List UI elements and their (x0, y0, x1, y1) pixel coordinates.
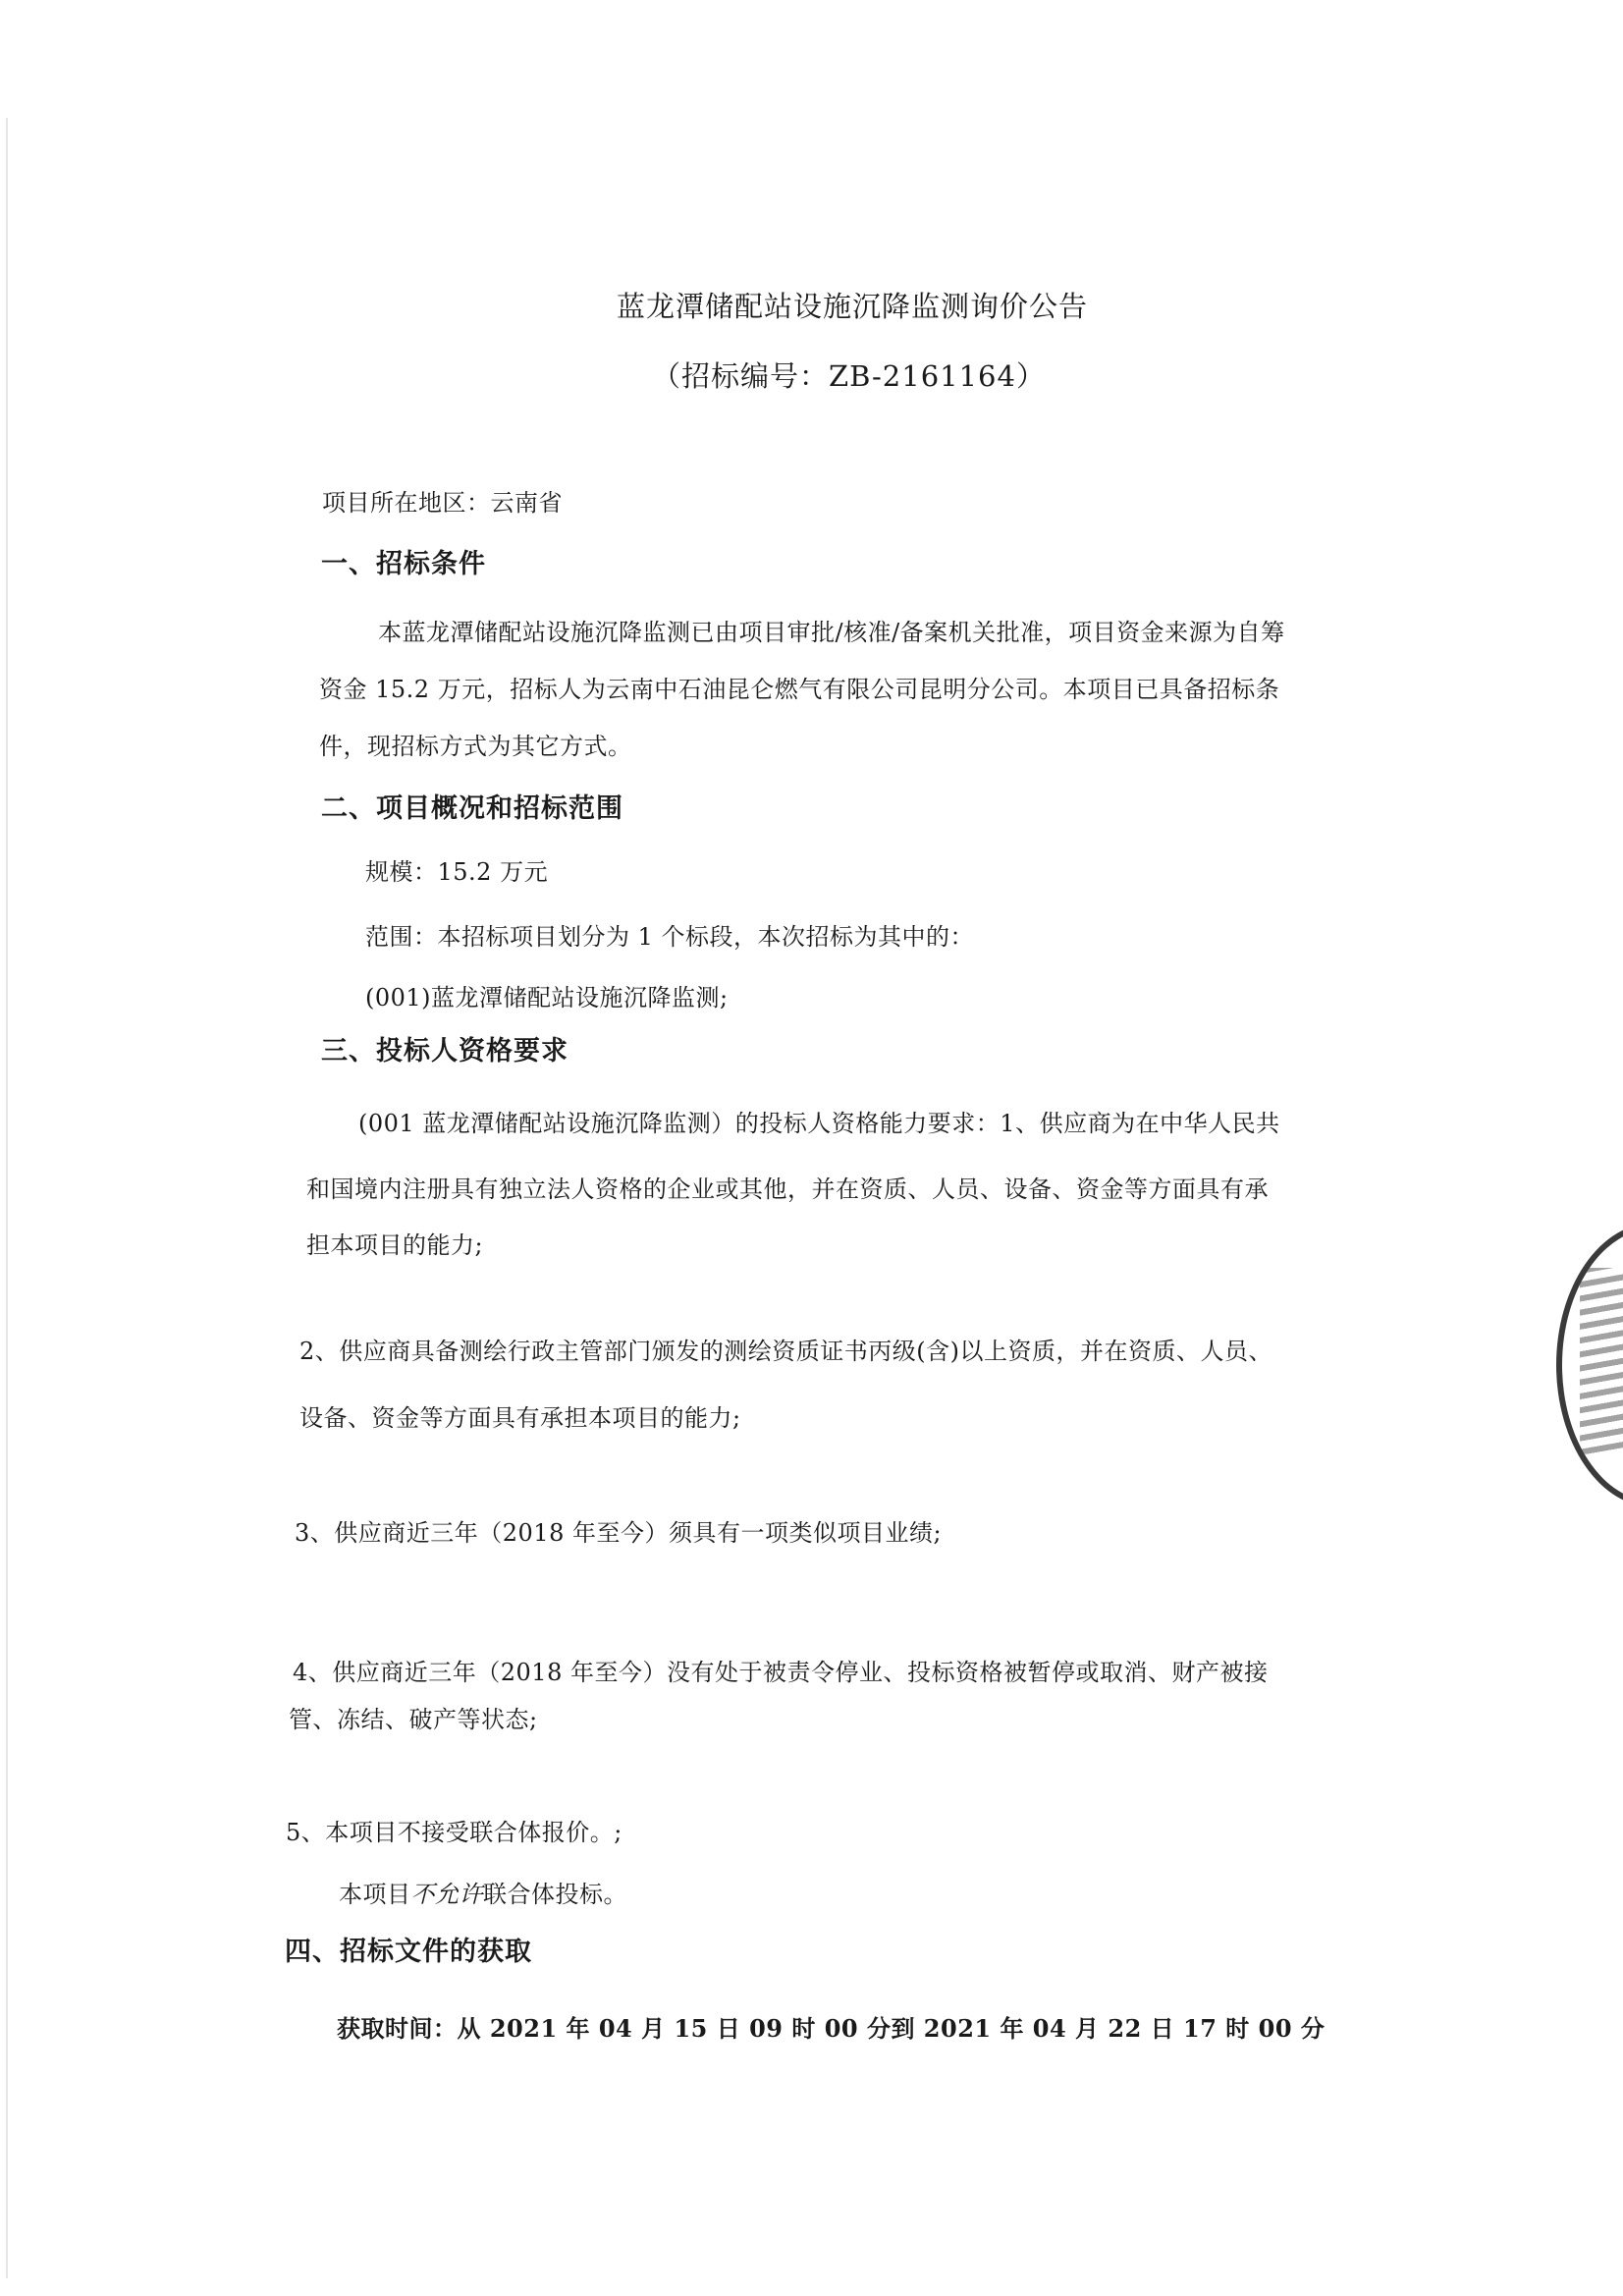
section-1-line-2: 资金 15.2 万元，招标人为云南中石油昆仑燃气有限公司昆明分公司。本项目已具备招标条 (319, 676, 1280, 703)
section-2-scale: 规模：15.2 万元 (365, 858, 549, 886)
section-2-lot: (001)蓝龙潭储配站设施沉降监测; (365, 984, 729, 1011)
not-allowed-text: 不允许 (410, 1881, 483, 1908)
requirement-2-line-1: 2、供应商具备测绘行政主管部门颁发的测绘资质证书丙级(含)以上资质，并在资质、人员、 (299, 1338, 1272, 1365)
section-3-line-2: 和国境内注册具有独立法人资格的企业或其他，并在资质、人员、设备、资金等方面具有承 (306, 1175, 1269, 1203)
section-heading-3: 三、投标人资格要求 (321, 1036, 568, 1066)
section-heading-2: 二、项目概况和招标范围 (321, 793, 623, 824)
seal-stamp-text (1580, 1268, 1623, 1454)
section-3-line-1: (001 蓝龙潭储配站设施沉降监测）的投标人资格能力要求：1、供应商为在中华人民共 (358, 1110, 1280, 1137)
scan-edge (6, 118, 8, 2278)
requirement-5: 5、本项目不接受联合体报价。; (286, 1819, 622, 1846)
section-2-scope: 范围：本招标项目划分为 1 个标段，本次招标为其中的： (365, 923, 975, 951)
requirement-2-line-2: 设备、资金等方面具有承担本项目的能力; (299, 1404, 741, 1432)
project-region: 项目所在地区：云南省 (322, 489, 563, 517)
section-1-line-1: 本蓝龙潭储配站设施沉降监测已由项目审批/核准/备案机关批准，项目资金来源为自筹 (378, 619, 1285, 646)
section-1-line-3: 件，现招标方式为其它方式。 (319, 733, 632, 760)
document-subtitle: （招标编号：ZB-2161164） (652, 359, 1046, 393)
section-3-line-3: 担本项目的能力; (306, 1231, 484, 1259)
acquisition-time: 获取时间：从 2021 年 04 月 15 日 09 时 00 分到 2021 年 04 月 22 日 17 时 00 分 (337, 2014, 1325, 2043)
seal-stamp (1556, 1223, 1623, 1507)
joint-bid-note (339, 1879, 627, 1910)
requirement-4-line-1: 4、供应商近三年（2018 年至今）没有处于被责令停业、投标资格被暂停或取消、财产被接 (293, 1659, 1269, 1686)
joint-bid-suffix: 联合体投标。 (483, 1881, 627, 1908)
requirement-4-line-2: 管、冻结、破产等状态; (289, 1706, 538, 1733)
section-heading-4: 四、招标文件的获取 (285, 1937, 532, 1967)
requirement-3: 3、供应商近三年（2018 年至今）须具有一项类似项目业绩; (295, 1519, 943, 1547)
document-title: 蓝龙潭储配站设施沉降监测询价公告 (617, 290, 1089, 323)
joint-bid-prefix: 本项目 (339, 1881, 411, 1908)
section-heading-1: 一、招标条件 (321, 549, 486, 579)
